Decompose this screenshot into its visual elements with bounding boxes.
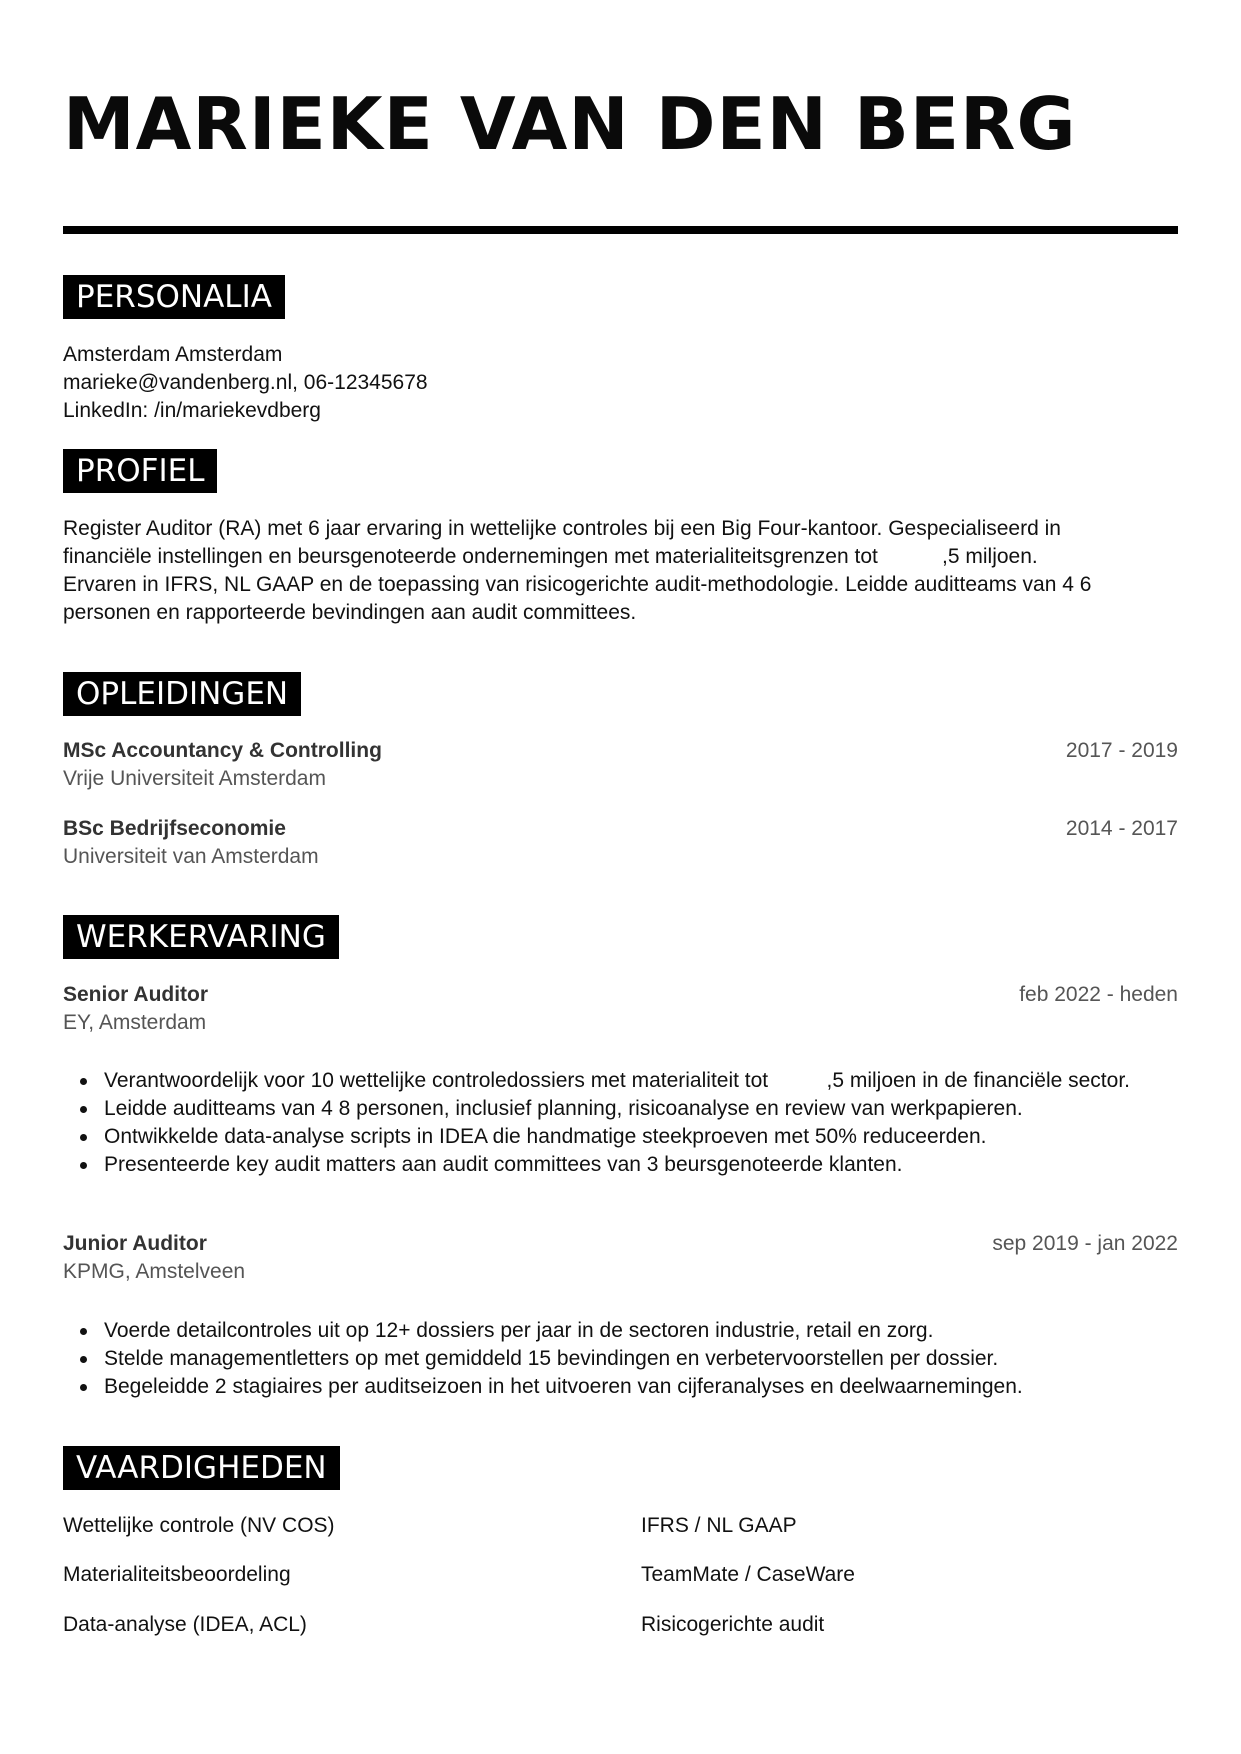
bullet-dot-icon [80, 1134, 87, 1141]
section-heading-werkervaring: WERKERVARING [63, 915, 339, 959]
section-heading-vaardigheden: VAARDIGHEDEN [63, 1446, 340, 1490]
job-bullet: Ontwikkelde data-analyse scripts in IDEA die handmatige steekproeven met 50% reduceerden. [63, 1123, 1178, 1151]
education-title: MSc Accountancy & Controlling [63, 739, 382, 762]
skill-item: TeamMate / CaseWare [641, 1563, 855, 1586]
bullet-dot-icon [80, 1162, 87, 1169]
section-heading-personalia: PERSONALIA [63, 275, 285, 319]
profile-line: Ervaren in IFRS, NL GAAP en de toepassing van risicogerichte audit-methodologie. Leidde auditteams van 4 6 [63, 573, 1092, 596]
profile-line: personen en rapporteerde bevindingen aan audit committees. [63, 601, 637, 624]
education-dates: 2014 - 2017 [1065, 817, 1178, 840]
skill-item: Materialiteitsbeoordeling [63, 1563, 291, 1586]
bullet-dot-icon [80, 1078, 87, 1085]
education-title: BSc Bedrijfseconomie [63, 817, 286, 840]
section-heading-profiel: PROFIEL [63, 449, 217, 493]
education-institution: Vrije Universiteit Amsterdam [63, 767, 326, 790]
job-bullet: Presenteerde key audit matters aan audit committees van 3 beursgenoteerde klanten. [63, 1151, 1178, 1179]
personalia-address: Amsterdam Amsterdam [63, 343, 283, 366]
education-institution: Universiteit van Amsterdam [63, 845, 319, 868]
skill-item: Data-analyse (IDEA, ACL) [63, 1613, 307, 1636]
header-rule [63, 226, 1178, 234]
job-bullet: Begeleidde 2 stagiaires per auditseizoen in het uitvoeren van cijferanalyses en deelwaarnemingen. [63, 1373, 1178, 1401]
skill-item: IFRS / NL GAAP [641, 1514, 797, 1537]
personalia-contact: marieke@vandenberg.nl, 06-12345678 [63, 371, 428, 394]
job-bullet: Leidde auditteams van 4 8 personen, inclusief planning, risicoanalyse en review van werkpapieren. [63, 1095, 1178, 1123]
skill-item: Risicogerichte audit [641, 1613, 825, 1636]
job-dates: sep 2019 - jan 2022 [992, 1232, 1178, 1255]
job-bullet: Voerde detailcontroles uit op 12+ dossiers per jaar in de sectoren industrie, retail en zorg. [63, 1317, 1178, 1345]
job-bullets [63, 1067, 1178, 1179]
education-dates: 2017 - 2019 [1065, 739, 1178, 762]
job-title: Junior Auditor [63, 1232, 207, 1255]
job-bullet: Stelde managementletters op met gemiddeld 15 bevindingen en verbetervoorstellen per dossier. [63, 1345, 1178, 1373]
personalia-linkedin: LinkedIn: /in/mariekevdberg [63, 399, 321, 422]
bullet-dot-icon [80, 1384, 87, 1391]
job-title: Senior Auditor [63, 983, 209, 1006]
bullet-dot-icon [80, 1106, 87, 1113]
skill-item: Wettelijke controle (NV COS) [63, 1514, 335, 1537]
profile-line: financiële instellingen en beursgenoteerde ondernemingen met materialiteitsgrenzen tot ,5 miljoen. [63, 545, 1038, 568]
job-dates: feb 2022 - heden [1019, 983, 1178, 1006]
job-company: KPMG, Amstelveen [63, 1260, 246, 1283]
job-bullets [63, 1317, 1178, 1401]
bullet-dot-icon [80, 1328, 87, 1335]
profile-line: Register Auditor (RA) met 6 jaar ervaring in wettelijke controles bij een Big Four-kantoor. Gespecialiseerd in [63, 517, 1061, 540]
job-bullet: Verantwoordelijk voor 10 wettelijke controledossiers met materialiteit tot ,5 miljoen in de financiële sector. [63, 1067, 1178, 1095]
bullet-dot-icon [80, 1356, 87, 1363]
job-company: EY, Amsterdam [63, 1011, 207, 1034]
section-heading-opleidingen: OPLEIDINGEN [63, 672, 301, 716]
candidate-name: MARIEKE VAN DEN BERG [63, 82, 1077, 166]
